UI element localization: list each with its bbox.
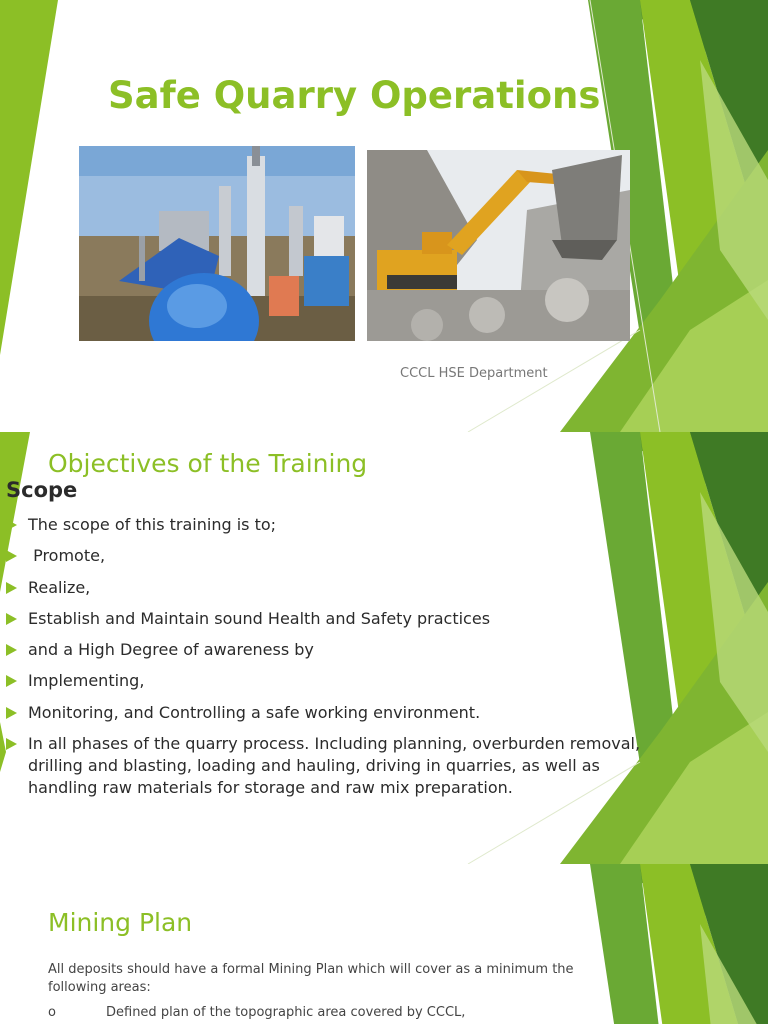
objectives-slide <box>0 432 768 864</box>
cement-plant-photo <box>79 146 355 341</box>
presentation-title: Safe Quarry Operations <box>108 74 601 117</box>
bullet-arrow-icon <box>6 582 17 594</box>
bullet-arrow-icon <box>6 644 17 656</box>
excavator-photo <box>367 150 630 341</box>
list-item: Implementing, <box>6 670 646 692</box>
list-item-text: Defined plan of the topographic area covered by CCCL, <box>106 1005 466 1020</box>
mining-plan-title: Mining Plan <box>48 908 193 937</box>
list-item: Promote, <box>6 545 646 567</box>
list-item: Realize, <box>6 577 646 599</box>
scope-heading: Scope <box>6 478 78 502</box>
mining-plan-slide <box>0 864 768 1024</box>
bullet-arrow-icon <box>6 519 17 531</box>
list-item: Establish and Maintain sound Health and Safety practices <box>6 608 646 630</box>
list-item: Monitoring, and Controlling a safe working environment. <box>6 702 646 724</box>
bullet-arrow-icon <box>6 738 17 750</box>
list-item: and a High Degree of awareness by <box>6 639 646 661</box>
bullet-arrow-icon <box>6 675 17 687</box>
objectives-title: Objectives of the Training <box>48 449 368 478</box>
green-facet-decoration <box>0 864 768 1024</box>
title-slide <box>0 0 768 432</box>
list-item <box>48 1004 568 1022</box>
bullet-arrow-icon <box>6 613 17 625</box>
list-item: The scope of this training is to; <box>6 514 646 536</box>
bullet-arrow-icon <box>6 550 17 562</box>
scope-bullet-list <box>6 514 646 808</box>
bullet-arrow-icon <box>6 707 17 719</box>
list-marker: o <box>48 1005 56 1020</box>
department-subtitle: CCCL HSE Department <box>400 366 548 381</box>
mining-plan-intro: All deposits should have a formal Mining Plan which will cover as a minimum the following areas: <box>48 962 574 995</box>
list-item: In all phases of the quarry process. Including planning, overburden removal, drilling and blasting, loading and hauling, driving in quarries, as well as handling raw materials for storage and raw mix preparation. <box>6 733 646 799</box>
